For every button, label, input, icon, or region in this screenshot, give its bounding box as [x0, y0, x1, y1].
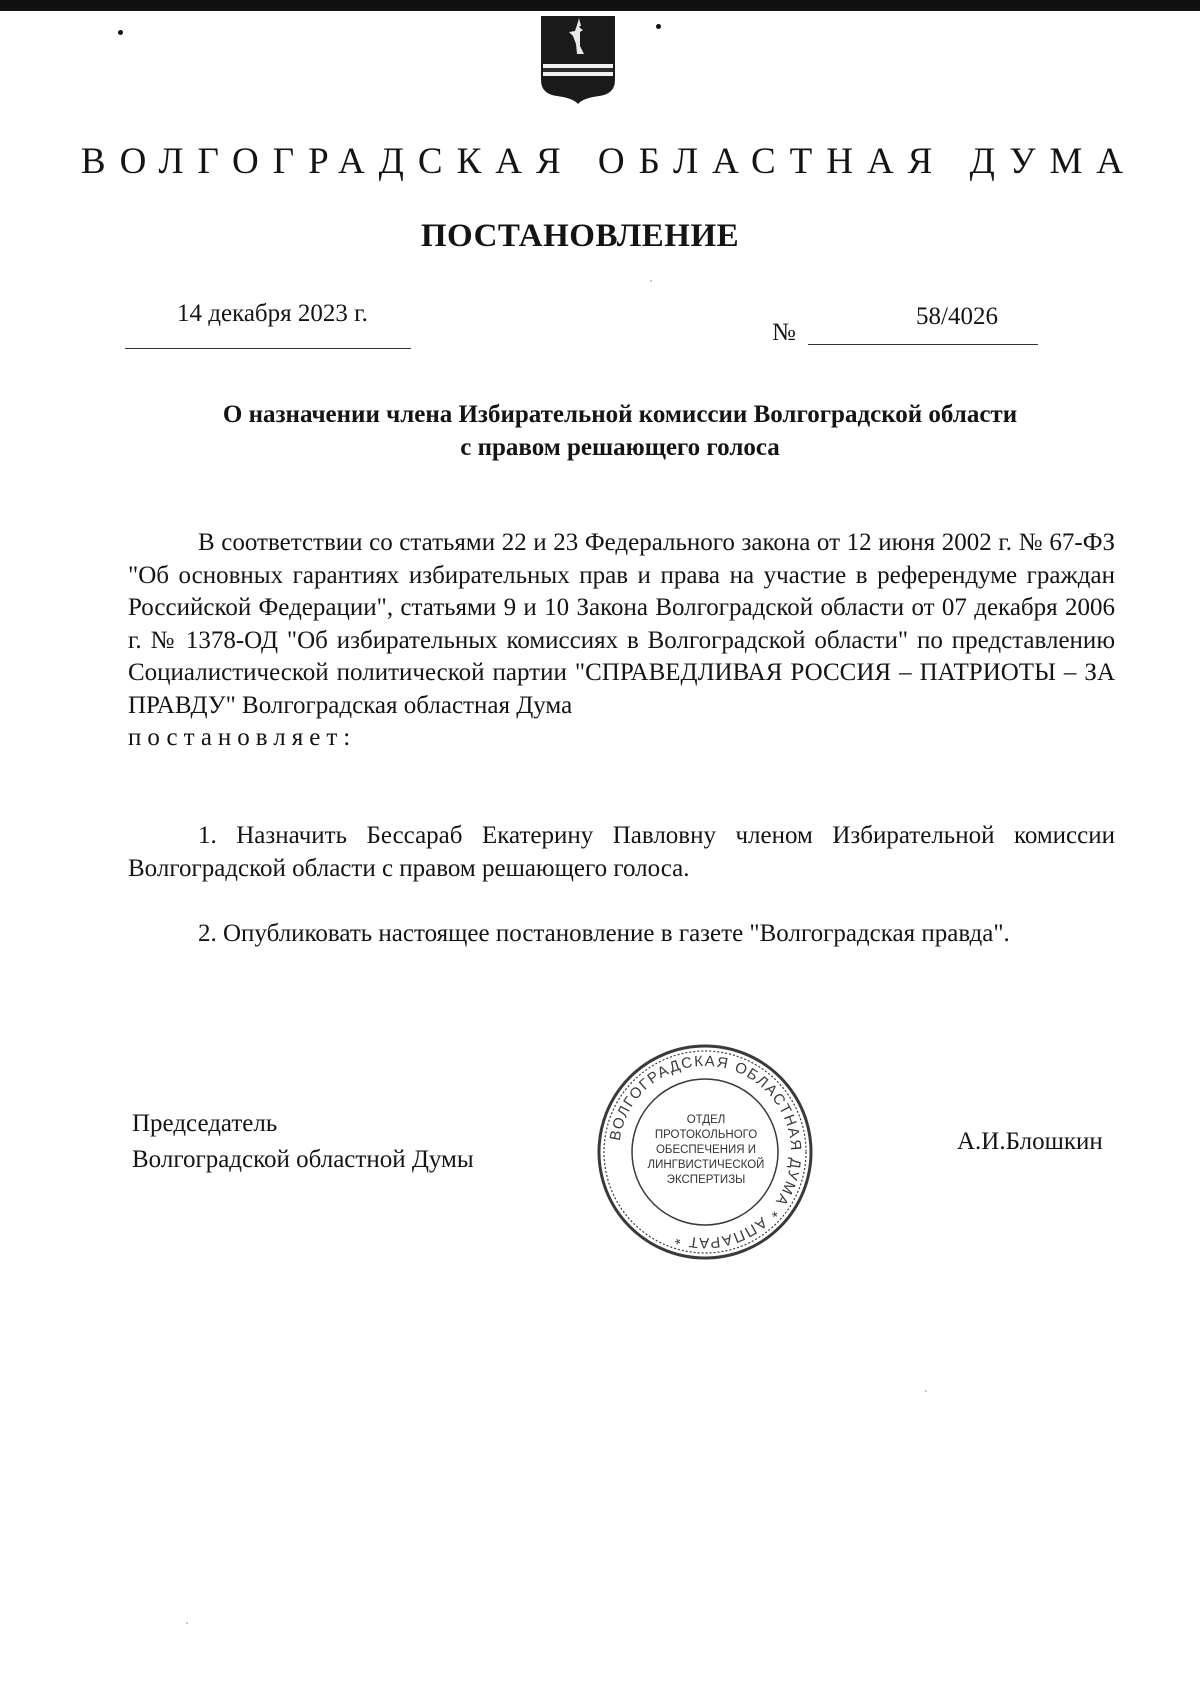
- seal-line: ЛИНГВИСТИЧЕСКОЙ: [647, 1159, 765, 1171]
- scan-speck: [650, 280, 652, 282]
- seal-center-text: [642, 1113, 770, 1188]
- coat-of-arms-icon: [539, 14, 617, 104]
- resolves-word: постановляет:: [128, 724, 357, 751]
- seal-line: ПРОТОКОЛЬНОГО: [654, 1129, 758, 1141]
- signer-title-line-1: Председатель: [132, 1110, 278, 1137]
- scan-speck: [186, 1622, 188, 1624]
- seal-line: ЭКСПЕРТИЗЫ: [666, 1174, 746, 1186]
- resolution-item-1: 1. Назначить Бессараб Екатерину Павловну членом Избирательной комиссии Волгоградской области с правом решающего голоса.: [128, 822, 1115, 882]
- document-subject: [130, 398, 1110, 464]
- signer-name: А.И.Блошкин: [957, 1128, 1103, 1155]
- subject-line-1: О назначении члена Избирательной комиссии Волгоградской области: [222, 401, 1018, 428]
- seal-line: ОБЕСПЕЧЕНИЯ И: [655, 1144, 757, 1156]
- date-underline: [125, 348, 411, 349]
- number-underline: [808, 344, 1038, 345]
- scan-speck: [118, 30, 123, 35]
- organization-title: ВОЛГОГРАДСКАЯ ОБЛАСТНАЯ ДУМА: [80, 141, 1138, 182]
- subject-line-2: с правом решающего голоса: [460, 434, 780, 461]
- preamble-text: В соответствии со статьями 22 и 23 Федерального закона от 12 июня 2002 г. № 67-ФЗ "Об основных гарантиях избирательных прав и права на участие в референдуме граждан Российской Федерации", статьями 9 и 10 Закона Волгоградской области от 07 декабря 2006 г. № 1378-ОД "Об избирательных комиссиях в Волгоградской области" по представлению Социалистической политической партии "СПРАВЕДЛИВАЯ РОССИЯ – ПАТРИОТЫ – ЗА ПРАВДУ" Волгоградская областная Дума: [128, 529, 1115, 719]
- document-date: 14 декабря 2023 г.: [177, 300, 368, 327]
- signer-title: [132, 1106, 474, 1178]
- scan-speck: [656, 24, 661, 29]
- resolution-item-2: 2. Опубликовать настоящее постановление в газете "Волгоградская правда".: [198, 920, 1010, 947]
- preamble-paragraph: [128, 527, 1115, 755]
- document-number: 58/4026: [916, 303, 998, 330]
- scan-speck: [925, 1390, 927, 1392]
- number-sign: №: [772, 319, 796, 346]
- document-type: ПОСТАНОВЛЕНИЕ: [420, 218, 740, 254]
- scan-top-edge: [0, 0, 1200, 11]
- seal-ring-text: ВОЛГОГРАДСКАЯ ОБЛАСТНАЯ ДУМА * АППАРАТ *: [606, 1052, 805, 1252]
- signer-title-line-2: Волгоградской областной Думы: [132, 1146, 474, 1173]
- seal-line: ОТДЕЛ: [686, 1114, 726, 1126]
